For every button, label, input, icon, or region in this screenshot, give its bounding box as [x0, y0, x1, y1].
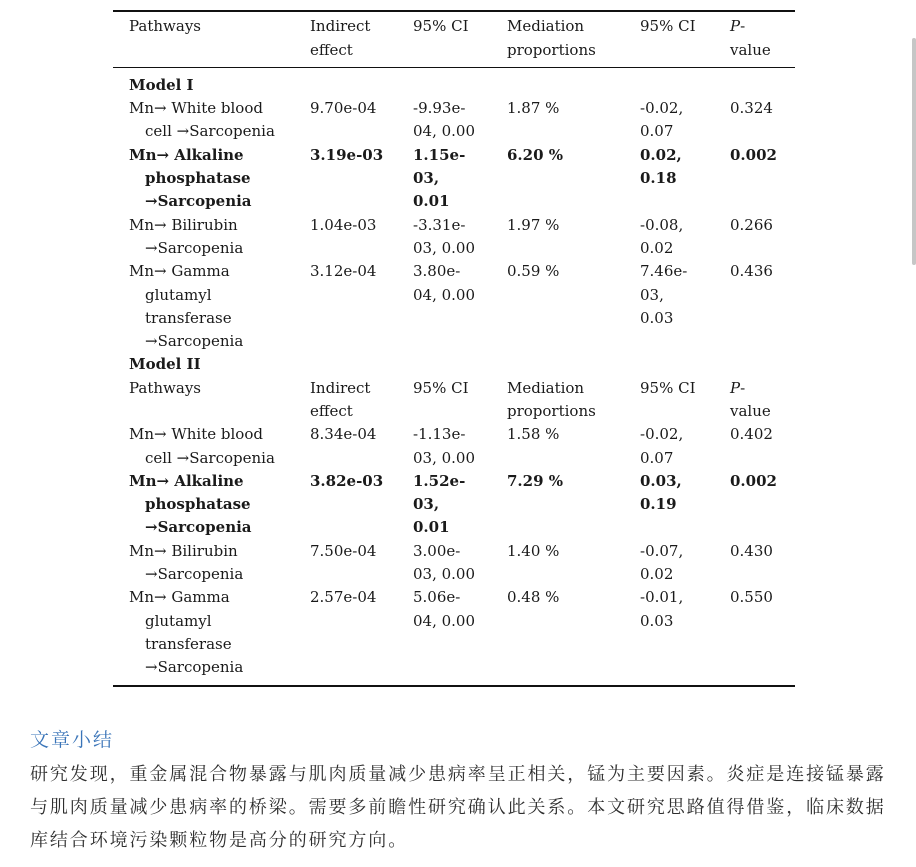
- cell-line: 0.430: [730, 541, 773, 560]
- indirect-effect-cell: [310, 377, 413, 424]
- cell-line: 0.59 %: [507, 262, 560, 281]
- p-value-cell: [730, 423, 795, 470]
- mediation-table: [113, 10, 795, 687]
- header-row: [129, 15, 795, 62]
- table-row: [129, 260, 795, 353]
- cell-line: -0.02,: [640, 99, 684, 118]
- cell-line: 3.00e-: [413, 541, 461, 560]
- cell-line: -0.02,: [640, 425, 684, 444]
- mediation-proportion-cell: [507, 377, 640, 424]
- cell-line: 0.324: [730, 99, 773, 118]
- cell-line: [730, 15, 795, 38]
- cell-line: 0.01: [413, 518, 450, 537]
- p-value-cell: [730, 214, 795, 261]
- indirect-effect-cell: [310, 423, 413, 470]
- indirect-effect-ci-cell: [413, 97, 507, 144]
- group-title: Model II: [129, 355, 201, 374]
- mediation-proportion-cell: [507, 214, 640, 261]
- cell-line: 1.15e-: [413, 145, 466, 164]
- mediation-proportion-ci-cell: [640, 15, 730, 62]
- cell-line: Indirect: [310, 17, 371, 36]
- cell-line: →Sarcopenia: [145, 565, 244, 584]
- indirect-effect-ci-cell: [413, 260, 507, 353]
- cell-line: 04, 0.00: [413, 122, 476, 141]
- mediation-proportion-ci-cell: [640, 470, 730, 540]
- scrollbar-thumb[interactable]: [912, 38, 916, 265]
- cell-line: 1.52e-: [413, 471, 466, 490]
- paragraph-line: 与肌肉质量减少患病率的桥梁。需要多前瞻性研究确认此关系。本文研究思路值得借鉴，临床数据: [30, 796, 886, 818]
- cell-line: Mn→ Alkaline: [129, 471, 244, 490]
- cell-line: 0.07: [640, 448, 674, 467]
- pathway-cell: [129, 423, 310, 470]
- mediation-proportion-ci-cell: [640, 377, 730, 424]
- p-value-cell: [730, 260, 795, 353]
- cell-line: →Sarcopenia: [145, 658, 244, 677]
- cell-line: effect: [310, 401, 353, 420]
- indirect-effect-ci-cell: [413, 423, 507, 470]
- mediation-proportion-cell: [507, 423, 640, 470]
- cell-line: 0.002: [730, 471, 777, 490]
- cell-line: transferase: [145, 308, 232, 327]
- cell-line: 7.29 %: [507, 471, 564, 490]
- cell-line: -0.07,: [640, 541, 684, 560]
- table-body: [113, 68, 795, 684]
- cell-line: 7.50e-04: [310, 541, 377, 560]
- p-value-cell: [730, 377, 795, 424]
- cell-line: Mn→ White blood: [129, 425, 263, 444]
- cell-line: -3.31e-: [413, 215, 466, 234]
- cell-line: 0.02,: [640, 145, 682, 164]
- cell-line: 5.06e-: [413, 588, 461, 607]
- mediation-proportion-ci-cell: [640, 260, 730, 353]
- indirect-effect-cell: [310, 15, 413, 62]
- cell-line: 9.70e-04: [310, 99, 377, 118]
- cell-line: phosphatase: [145, 495, 251, 514]
- cell-line: 03,: [640, 285, 664, 304]
- cell-line: 0.436: [730, 262, 773, 281]
- indirect-effect-cell: [310, 97, 413, 144]
- mediation-proportion-ci-cell: [640, 97, 730, 144]
- cell-line: 0.19: [640, 495, 677, 514]
- cell-line: 1.58 %: [507, 425, 560, 444]
- cell-line: Mn→ Gamma: [129, 588, 230, 607]
- cell-line: 0.03: [640, 308, 674, 327]
- cell-line: 04, 0.00: [413, 285, 476, 304]
- summary-paragraph: [30, 758, 910, 857]
- cell-line: -1.13e-: [413, 425, 466, 444]
- cell-line: -0.01,: [640, 588, 684, 607]
- cell-line: 0.03: [640, 611, 674, 630]
- mediation-proportion-cell: [507, 470, 640, 540]
- cell-line: Pathways: [129, 378, 202, 397]
- cell-line: 3.12e-04: [310, 262, 377, 281]
- repeated-header-row: [129, 377, 795, 424]
- pathway-cell: [129, 540, 310, 587]
- p-value-cell: [730, 144, 795, 214]
- cell-line: 95% CI: [413, 17, 469, 36]
- cell-line: 7.46e-: [640, 262, 688, 281]
- cell-line: 0.02: [640, 238, 674, 257]
- cell-line: value: [730, 40, 771, 59]
- p-value-cell: [730, 470, 795, 540]
- cell-line: 3.82e-03: [310, 471, 384, 490]
- text-segment: -: [740, 378, 746, 397]
- mediation-proportion-cell: [507, 540, 640, 587]
- cell-line: →Sarcopenia: [145, 238, 244, 257]
- cell-line: 0.002: [730, 145, 777, 164]
- cell-line: 95% CI: [413, 378, 469, 397]
- group-title: Model I: [129, 75, 194, 94]
- cell-line: -0.08,: [640, 215, 684, 234]
- cell-line: Mediation: [507, 378, 585, 397]
- cell-line: transferase: [145, 634, 232, 653]
- indirect-effect-ci-cell: [413, 214, 507, 261]
- cell-line: 95% CI: [640, 378, 696, 397]
- cell-line: 0.02: [640, 565, 674, 584]
- cell-line: 03,: [413, 495, 440, 514]
- p-value-cell: [730, 15, 795, 62]
- indirect-effect-cell: [310, 586, 413, 679]
- cell-line: 2.57e-04: [310, 588, 377, 607]
- mediation-proportion-ci-cell: [640, 540, 730, 587]
- mediation-proportion-cell: [507, 15, 640, 62]
- pathway-cell: [129, 586, 310, 679]
- cell-line: Mn→ Bilirubin: [129, 215, 238, 234]
- cell-line: 8.34e-04: [310, 425, 377, 444]
- mediation-proportion-cell: [507, 144, 640, 214]
- cell-line: phosphatase: [145, 169, 251, 188]
- indirect-effect-ci-cell: [413, 540, 507, 587]
- cell-line: Mn→ Gamma: [129, 262, 230, 281]
- cell-line: Pathways: [129, 17, 202, 36]
- text-segment: -: [740, 17, 746, 36]
- cell-line: Mediation: [507, 17, 585, 36]
- cell-line: 0.18: [640, 169, 677, 188]
- mediation-proportion-cell: [507, 260, 640, 353]
- table-header: [113, 12, 795, 68]
- table-row: [129, 144, 795, 214]
- cell-line: effect: [310, 40, 353, 59]
- cell-line: proportions: [507, 401, 596, 420]
- cell-line: Mn→ Alkaline: [129, 145, 244, 164]
- mediation-proportion-ci-cell: [640, 214, 730, 261]
- indirect-effect-ci-cell: [413, 377, 507, 424]
- pathway-cell: [129, 97, 310, 144]
- indirect-effect-ci-cell: [413, 144, 507, 214]
- indirect-effect-ci-cell: [413, 586, 507, 679]
- table-row: [129, 423, 795, 470]
- mediation-proportion-ci-cell: [640, 423, 730, 470]
- cell-line: cell →Sarcopenia: [145, 448, 275, 467]
- cell-line: 0.03,: [640, 471, 682, 490]
- cell-line: 3.80e-: [413, 262, 461, 281]
- paragraph-line: 库结合环境污染颗粒物是高分的研究方向。: [30, 829, 409, 851]
- mediation-proportion-ci-cell: [640, 144, 730, 214]
- cell-line: 03, 0.00: [413, 565, 476, 584]
- cell-line: Mn→ White blood: [129, 99, 263, 118]
- cell-line: 03, 0.00: [413, 448, 476, 467]
- indirect-effect-cell: [310, 540, 413, 587]
- cell-line: glutamyl: [145, 611, 212, 630]
- pathway-cell: [129, 15, 310, 62]
- cell-line: 1.04e-03: [310, 215, 377, 234]
- cell-line: 0.48 %: [507, 588, 560, 607]
- mediation-proportion-cell: [507, 97, 640, 144]
- mediation-proportion-cell: [507, 586, 640, 679]
- indirect-effect-cell: [310, 214, 413, 261]
- cell-line: 03, 0.00: [413, 238, 476, 257]
- indirect-effect-cell: [310, 260, 413, 353]
- table-row: [129, 214, 795, 261]
- p-value-cell: [730, 540, 795, 587]
- cell-line: -9.93e-: [413, 99, 466, 118]
- cell-line: 1.40 %: [507, 541, 560, 560]
- table-row: [129, 97, 795, 144]
- italic-text: P: [730, 378, 741, 397]
- cell-line: 0.550: [730, 588, 773, 607]
- cell-line: →Sarcopenia: [145, 192, 252, 211]
- cell-line: proportions: [507, 40, 596, 59]
- cell-line: 0.01: [413, 192, 450, 211]
- cell-line: [730, 377, 795, 400]
- italic-text: P: [730, 17, 741, 36]
- cell-line: 3.19e-03: [310, 145, 384, 164]
- table-row: [129, 586, 795, 679]
- table-row: [129, 470, 795, 540]
- pathway-cell: [129, 260, 310, 353]
- p-value-cell: [730, 586, 795, 679]
- cell-line: 04, 0.00: [413, 611, 476, 630]
- pathway-cell: [129, 470, 310, 540]
- summary-heading: 文章小结: [30, 729, 115, 751]
- paragraph-line: 研究发现，重金属混合物暴露与肌肉质量减少患病率呈正相关，锰为主要因素。炎症是连接锰暴露: [30, 763, 886, 785]
- pathway-cell: [129, 214, 310, 261]
- cell-line: 0.402: [730, 425, 773, 444]
- cell-line: →Sarcopenia: [145, 332, 244, 351]
- cell-line: Mn→ Bilirubin: [129, 541, 238, 560]
- cell-line: cell →Sarcopenia: [145, 122, 275, 141]
- table-row: [129, 540, 795, 587]
- cell-line: 1.87 %: [507, 99, 560, 118]
- p-value-cell: [730, 97, 795, 144]
- cell-line: 0.266: [730, 215, 773, 234]
- indirect-effect-ci-cell: [413, 15, 507, 62]
- cell-line: Indirect: [310, 378, 371, 397]
- indirect-effect-cell: [310, 144, 413, 214]
- mediation-proportion-ci-cell: [640, 586, 730, 679]
- cell-line: →Sarcopenia: [145, 518, 252, 537]
- cell-line: 6.20 %: [507, 145, 564, 164]
- indirect-effect-cell: [310, 470, 413, 540]
- cell-line: 03,: [413, 169, 440, 188]
- cell-line: value: [730, 401, 771, 420]
- pathway-cell: [129, 377, 310, 424]
- indirect-effect-ci-cell: [413, 470, 507, 540]
- cell-line: glutamyl: [145, 285, 212, 304]
- pathway-cell: [129, 144, 310, 214]
- cell-line: 1.97 %: [507, 215, 560, 234]
- cell-line: 0.07: [640, 122, 674, 141]
- cell-line: 95% CI: [640, 17, 696, 36]
